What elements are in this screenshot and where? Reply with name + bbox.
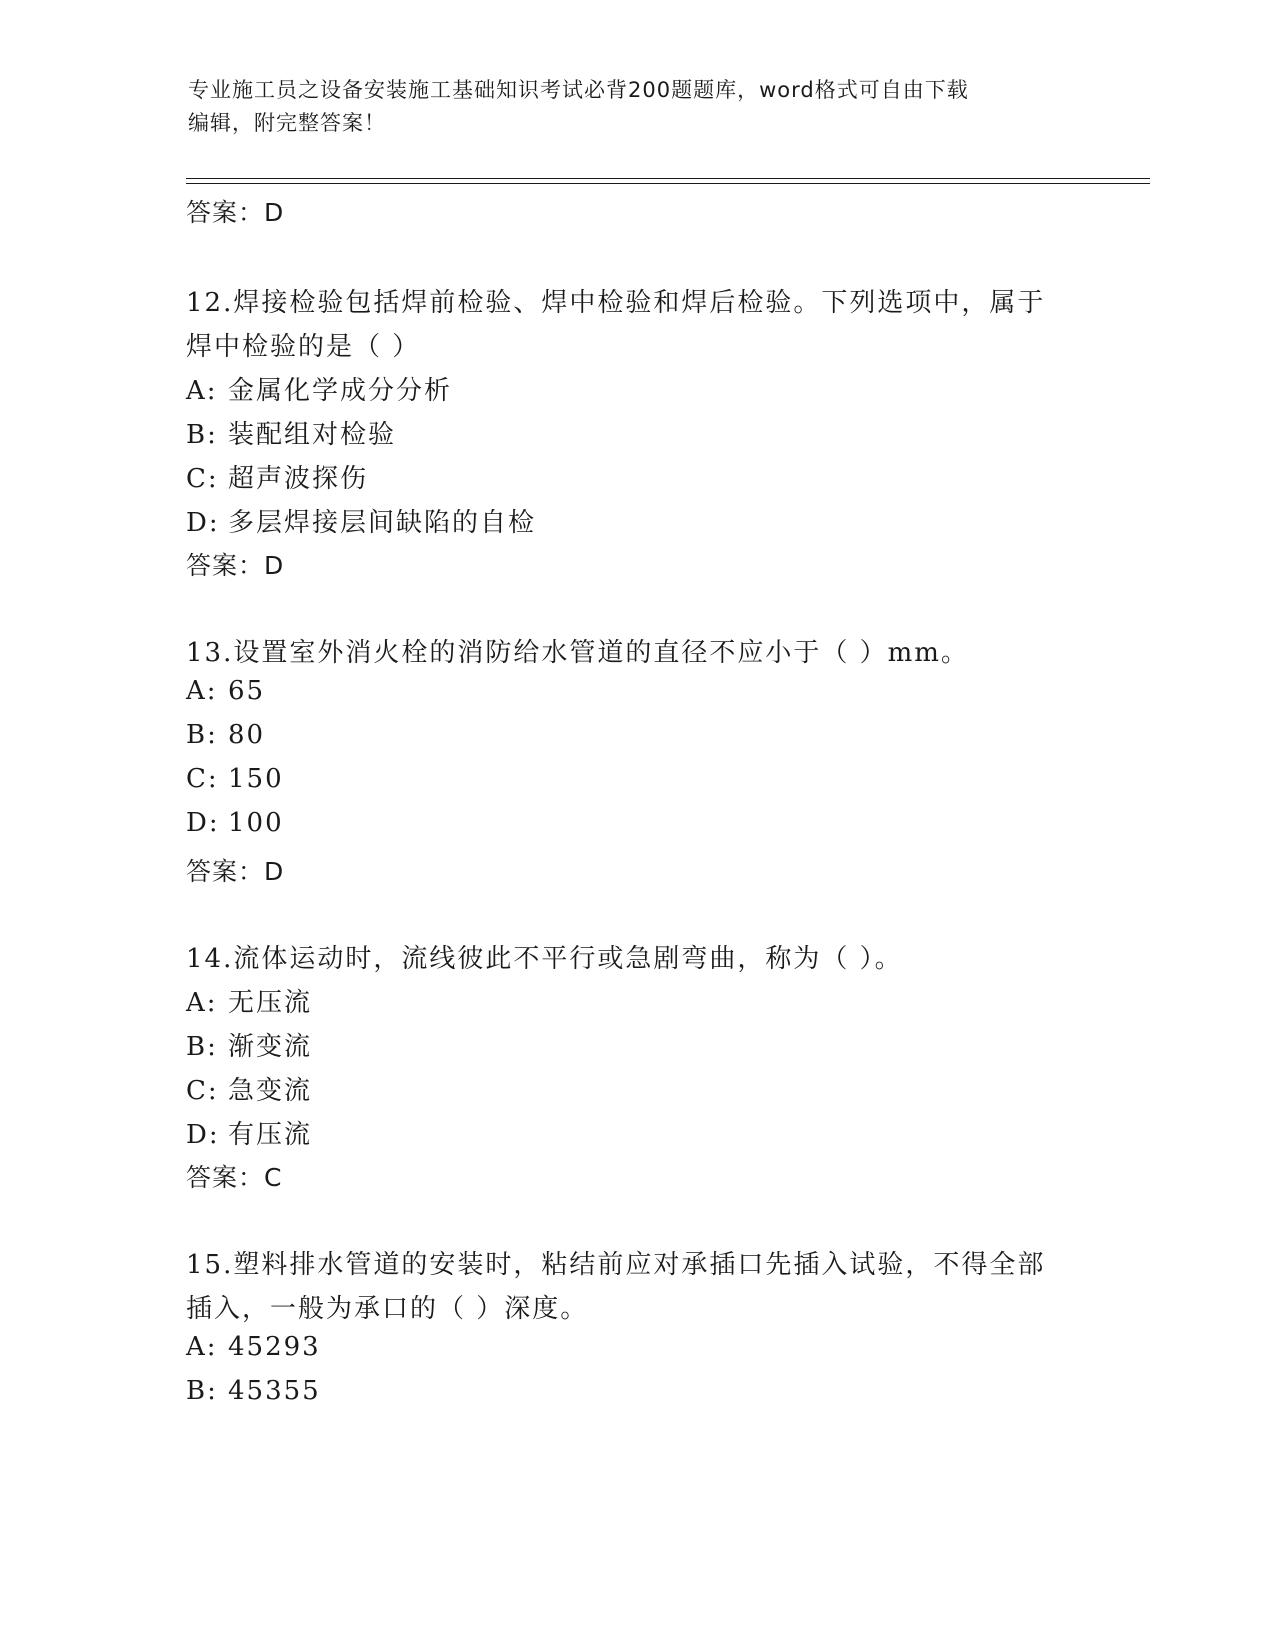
option-key: B: — [186, 720, 218, 750]
option-text: 无压流 — [228, 988, 313, 1018]
option-key: B: — [186, 1376, 218, 1406]
question-13-option-a — [186, 676, 265, 706]
option-text: 80 — [228, 720, 266, 750]
option-key: A: — [186, 376, 218, 406]
option-key: A: — [186, 988, 218, 1018]
option-text: 超声波探伤 — [228, 464, 369, 494]
question-14-option-b — [186, 1026, 312, 1063]
header-title-line-1: 专业施工员之设备安装施工基础知识考试必背200题题库，word格式可自由下载 — [188, 78, 969, 102]
header-title-line-2: 编辑，附完整答案！ — [188, 111, 386, 135]
question-14-option-d — [186, 1114, 312, 1151]
question-13-option-d — [186, 808, 284, 838]
option-text: 150 — [228, 764, 284, 794]
question-13-answer: 答案：D — [186, 857, 285, 886]
option-key: C: — [186, 464, 219, 494]
option-key: A: — [186, 676, 218, 706]
question-15-stem-line-1: 15.塑料排水管道的安装时，粘结前应对承插口先插入试验，不得全部 — [186, 1250, 1046, 1280]
option-text: 45293 — [228, 1332, 321, 1362]
option-text: 渐变流 — [228, 1032, 313, 1062]
question-15-option-b — [186, 1376, 321, 1406]
option-text: 有压流 — [228, 1120, 313, 1150]
option-key: D: — [186, 1120, 220, 1150]
question-15-option-a — [186, 1332, 321, 1362]
option-text: 急变流 — [228, 1076, 313, 1106]
question-13-stem-line-1: 13.设置室外消火栓的消防给水管道的直径不应小于（ ）mm。 — [186, 638, 969, 668]
option-text: 45355 — [228, 1376, 321, 1406]
option-text: 65 — [228, 676, 266, 706]
option-key: C: — [186, 764, 219, 794]
question-12-option-a — [186, 370, 452, 407]
option-key: B: — [186, 1032, 218, 1062]
previous-answer: 答案：D — [186, 198, 285, 227]
question-14-answer: 答案：C — [186, 1163, 283, 1192]
option-key: D: — [186, 808, 220, 838]
option-key: A: — [186, 1332, 218, 1362]
header-divider-bottom — [186, 183, 1150, 184]
question-12-stem-line-1: 12.焊接检验包括焊前检验、焊中检验和焊后检验。下列选项中，属于 — [186, 288, 1046, 318]
question-14-option-a — [186, 982, 312, 1019]
question-12-stem-line-2: 焊中检验的是（ ） — [186, 332, 421, 362]
header-divider-top — [186, 178, 1150, 179]
question-12-option-b — [186, 414, 396, 451]
question-14-stem-line-1: 14.流体运动时，流线彼此不平行或急剧弯曲，称为（ ）。 — [186, 944, 903, 974]
document-header — [188, 74, 1088, 140]
question-12-answer: 答案：D — [186, 551, 285, 580]
question-12-option-c — [186, 458, 368, 495]
option-key: D: — [186, 508, 220, 538]
option-key: B: — [186, 420, 218, 450]
option-text: 金属化学成分分析 — [228, 376, 453, 406]
question-15-stem-line-2: 插入，一般为承口的（ ）深度。 — [186, 1294, 589, 1324]
question-13-option-b — [186, 720, 265, 750]
question-12-option-d — [186, 502, 536, 539]
option-text: 多层焊接层间缺陷的自检 — [228, 508, 537, 538]
question-13-option-c — [186, 764, 284, 794]
question-14-option-c — [186, 1070, 312, 1107]
option-text: 100 — [228, 808, 284, 838]
option-key: C: — [186, 1076, 219, 1106]
option-text: 装配组对检验 — [228, 420, 397, 450]
